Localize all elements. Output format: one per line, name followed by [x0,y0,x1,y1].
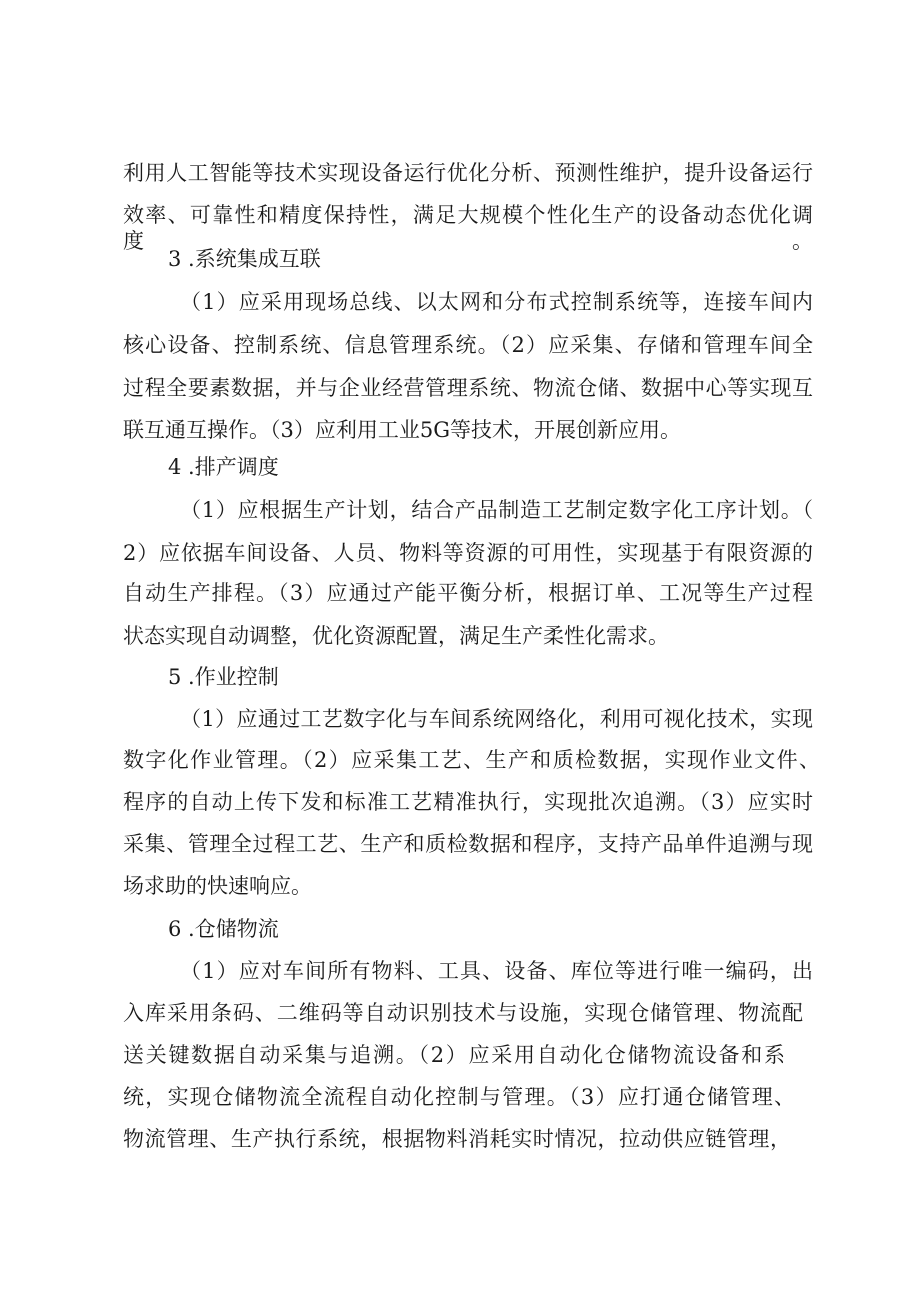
section-heading-3: 3 .系统集成互联 [168,247,321,271]
section-heading-4: 4 .排产调度 [168,455,279,479]
section-heading-5: 5 .作业控制 [168,665,279,689]
paragraph-line: 效率、可靠性和精度保持性，满足大规模个性化生产的设备动态优化调度。 [123,203,813,253]
paragraph-line: 统，实现仓储物流全流程自动化控制与管理。（3）应打通仓储管理、 [123,1085,795,1109]
paragraph-line: 物流管理、生产执行系统，根据物料消耗实时情况，拉动供应链管理， [123,1127,791,1151]
paragraph-line: 状态实现自动调整，优化资源配置，满足生产柔性化需求。 [123,624,669,648]
paragraph-line: 采集、管理全过程工艺、生产和质检数据和程序，支持产品单件追溯与现 [123,832,813,856]
paragraph-line: 入库采用条码、二维码等自动识别技术与设施，实现仓储管理、物流配 [123,1001,803,1025]
paragraph-line: 过程全要素数据，并与企业经营管理系统、物流仓储、数据中心等实现互 [123,376,813,400]
paragraph-line: 送关键数据自动采集与追溯。（2）应采用自动化仓储物流设备和系 [123,1043,785,1067]
section-heading-6: 6 .仓储物流 [168,917,279,941]
paragraph-line: 2）应依据车间设备、人员、物料等资源的可用性，实现基于有限资源的 [123,541,813,565]
paragraph-line: 数字化作业管理。（2）应采集工艺、生产和质检数据，实现作业文件、 [123,748,820,772]
paragraph-line: 联互通互操作。（3）应利用工业5G等技术，开展创新应用。 [123,418,681,442]
paragraph-line: （1）应对车间所有物料、工具、设备、库位等进行唯一编码，出 [180,959,813,983]
paragraph-line: 核心设备、控制系统、信息管理系统。（2）应采集、存储和管理车间全 [123,333,813,357]
paragraph-line: 场求助的快速响应。 [123,874,312,898]
paragraph-line: 自动生产排程。（3）应通过产能平衡分析，根据订单、工况等生产过程 [123,581,813,605]
paragraph-line: （1）应通过工艺数字化与车间系统网络化，利用可视化技术，实现 [180,707,813,731]
paragraph-line: （1）应采用现场总线、以太网和分布式控制系统等，连接车间内 [180,290,813,314]
paragraph-line: 程序的自动上传下发和标准工艺精准执行，实现批次追溯。（3）应实时 [123,790,813,814]
paragraph-line: （1）应根据生产计划，结合产品制造工艺制定数字化工序计划。（ [180,498,813,522]
paragraph-line: 利用人工智能等技术实现设备运行优化分析、预测性维护，提升设备运行 [123,161,813,185]
